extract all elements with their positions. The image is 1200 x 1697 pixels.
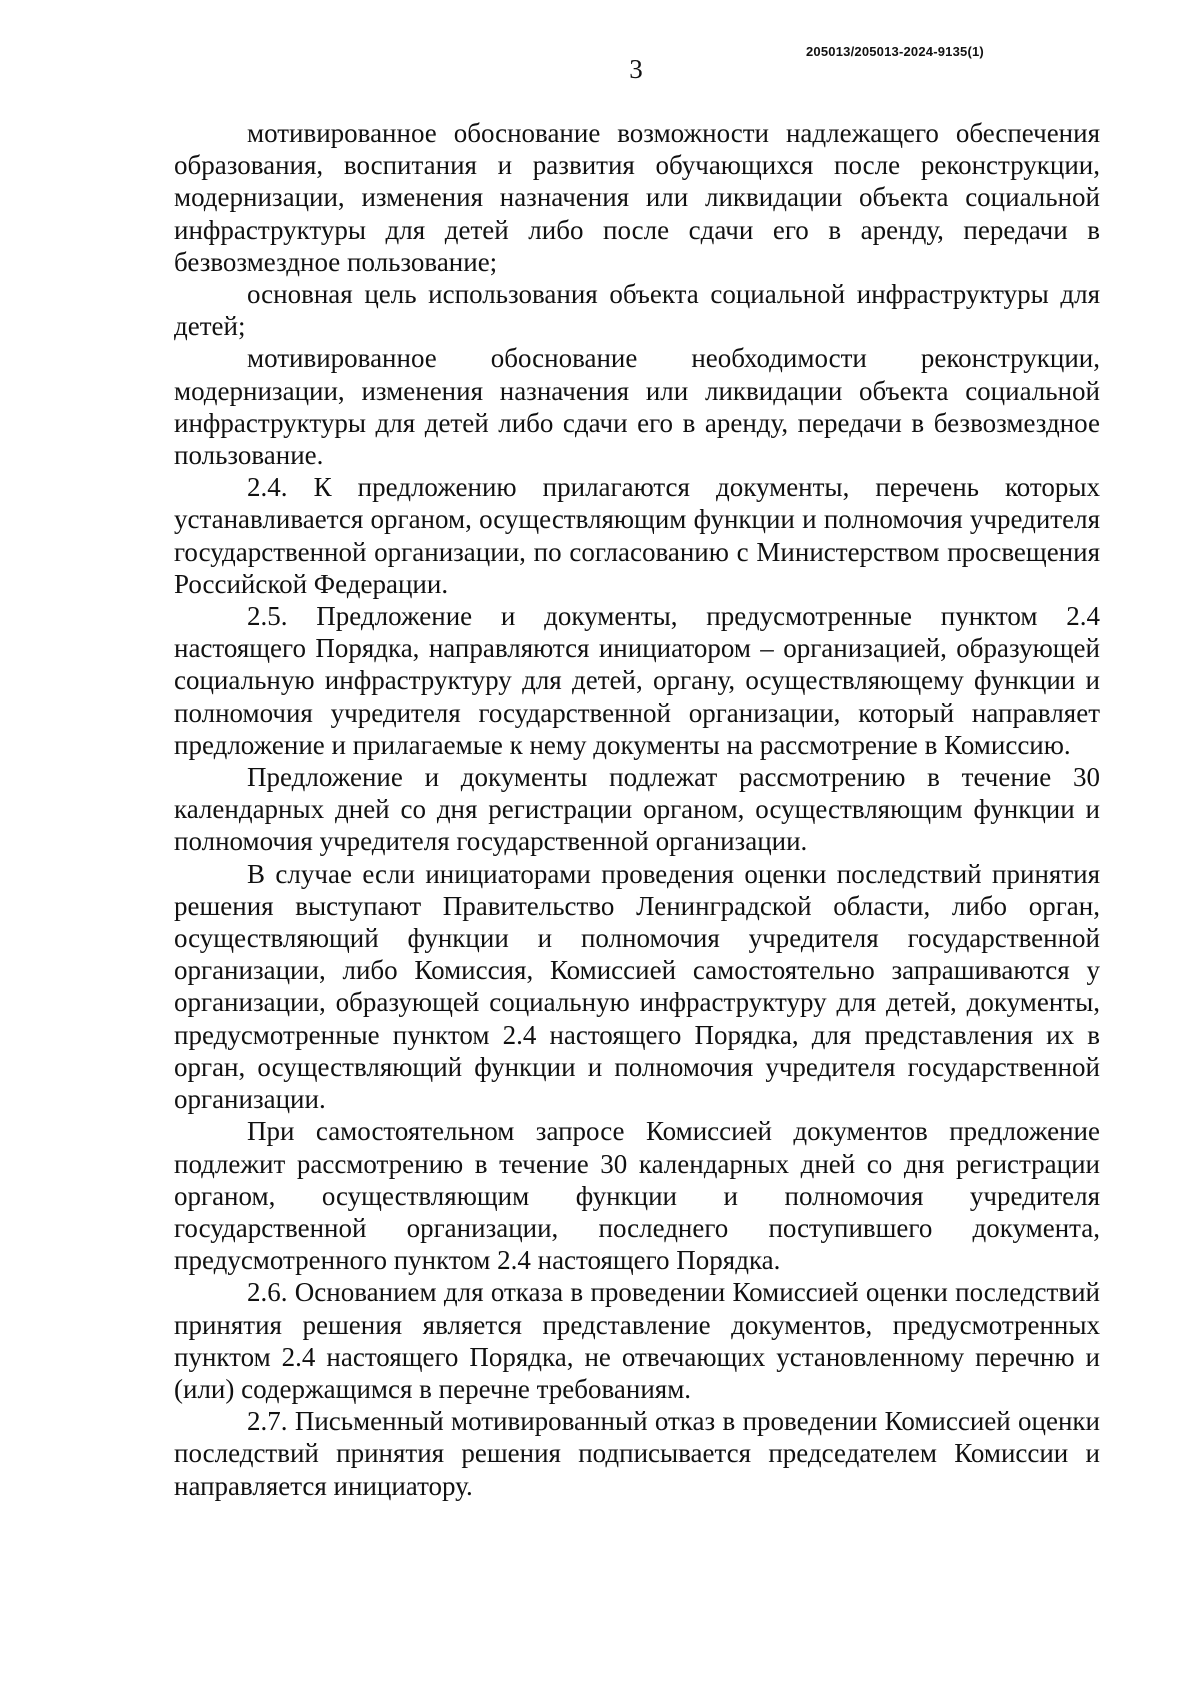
paragraph-justification-capability: мотивированное обоснование возможности надлежащего обеспечения образования, воспитания и развития обучающихся после реконструкции, модернизации, изменения назначения или ликвидации объекта социальной инфраструктуры для детей либо после сдачи его в аренду, передачи в безвозмездное пользование; — [174, 118, 1100, 277]
paragraph-2-7: 2.7. Письменный мотивированный отказ в проведении Комиссией оценки последствий принятия решения подписывается председателем Комиссии и направляется инициатору. — [174, 1406, 1100, 1501]
paragraph-2-6: 2.6. Основанием для отказа в проведении Комиссией оценки последствий принятия решения является представление документов, предусмотренных пунктом 2.4 настоящего Порядка, не отвечающих установленному перечню и (или) содержащимся в перечне требованиям. — [174, 1277, 1100, 1404]
paragraph-justification-necessity: мотивированное обоснование необходимости реконструкции, модернизации, изменения назначения или ликвидации объекта социальной инфраструктуры для детей либо сдачи его в аренду, передачи в безвозмездное пользование. — [174, 343, 1100, 471]
paragraph-self-request-review: При самостоятельном запросе Комиссией документов предложение подлежит рассмотрению в течение 30 календарных дней со дня регистрации органом, осуществляющим функции и полномочия учредителя государственной организации, последнего поступившего документа, предусмотренного пунктом 2.4 настоящего Порядка. — [174, 1116, 1100, 1276]
paragraph-main-purpose: основная цель использования объекта социальной инфраструктуры для детей; — [174, 279, 1100, 342]
paragraph-2-4: 2.4. К предложению прилагаются документы, перечень которых устанавливается органом, осуществляющим функции и полномочия учредителя государственной организации, по согласованию с Министерством просвещения Российской Федерации. — [174, 472, 1100, 599]
document-body — [174, 117, 1100, 1502]
page-number: 3 — [629, 54, 643, 84]
document-id: 205013/205013-2024-9135(1) — [806, 44, 984, 59]
paragraph-review-period: Предложение и документы подлежат рассмотрению в течение 30 календарных дней со дня регистрации органом, осуществляющим функции и полномочия учредителя государственной организации. — [174, 762, 1100, 857]
paragraph-2-5: 2.5. Предложение и документы, предусмотренные пунктом 2.4 настоящего Порядка, направляются инициатором – организацией, образующей социальную инфраструктуру для детей, органу, осуществляющему функции и полномочия учредителя государственной организации, который направляет предложение и прилагаемые к нему документы на рассмотрение в Комиссию. — [174, 601, 1100, 760]
paragraph-initiators-request: В случае если инициаторами проведения оценки последствий принятия решения выступают Правительство Ленинградской области, либо орган, осуществляющий функции и полномочия учредителя государственной организации, либо Комиссия, Комиссией самостоятельно запрашиваются у организации, образующей социальную инфраструктуру для детей, документы, предусмотренные пунктом 2.4 настоящего Порядка, для представления их в орган, осуществляющий функции и полномочия учредителя государственной организации. — [174, 858, 1100, 1115]
